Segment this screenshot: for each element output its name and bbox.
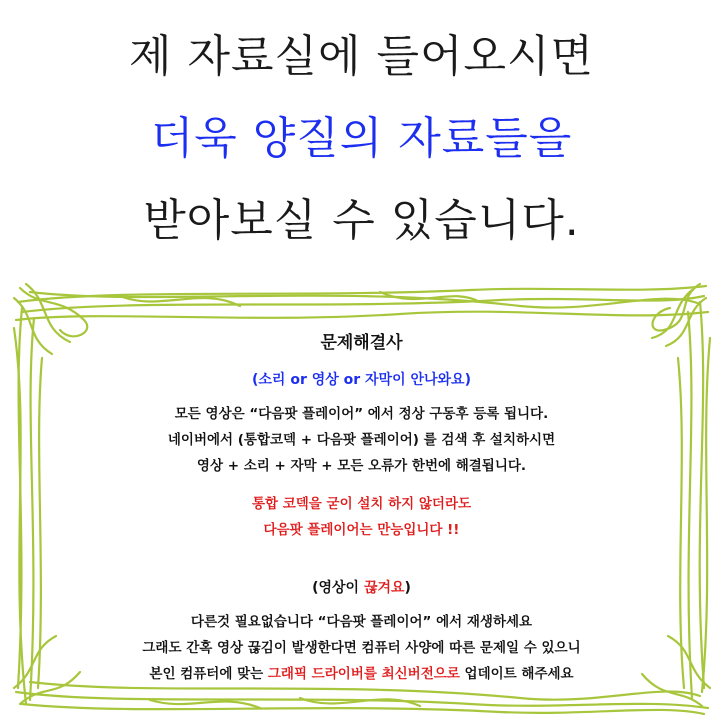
section2-last-part-1: 본인 컴퓨터에 맞는 bbox=[149, 666, 268, 682]
section1-subtitle: (소리 or 영상 or 자막이 안나와요) bbox=[252, 372, 471, 388]
headline-block bbox=[0, 16, 723, 262]
section2-last-part-2: 그래픽 드라이버를 최신버전으로 bbox=[267, 666, 460, 682]
section1-line-2: 네이버에서 (통합코덱 + 다음팟 플레이어) 를 검색 후 설치하시면 bbox=[167, 432, 556, 448]
section2-subtitle bbox=[60, 577, 663, 597]
section2-subtitle-highlight: 끊겨요 bbox=[363, 580, 405, 596]
section1-red-line-2: 다음팟 플레이어는 만능입니다 !! bbox=[263, 522, 460, 538]
spacer bbox=[60, 479, 663, 491]
section1-line-1: 모든 영상은 “다음팟 플레이어” 에서 정상 구동후 등록 됩니다. bbox=[174, 406, 549, 422]
note-content bbox=[60, 328, 663, 687]
section2-line-1: 다른것 필요없습니다 “다음팟 플레이어” 에서 재생하세요 bbox=[190, 614, 533, 630]
section2-last-part-3: 업데이트 해주세요 bbox=[459, 666, 574, 682]
section1-red-line-1: 통합 코덱을 굳이 설치 하지 않더라도 bbox=[251, 496, 472, 512]
headline-line-1: 제 자료실에 들어오시면 bbox=[128, 31, 594, 82]
sketched-frame-area bbox=[0, 268, 723, 720]
section2-subtitle-close: ) bbox=[404, 580, 411, 596]
section2-subtitle-open: (영상이 bbox=[312, 580, 364, 596]
headline-line-3: 받아보실 수 있습니다. bbox=[143, 195, 580, 246]
section1-line-3: 영상 + 소리 + 자막 + 모든 오류가 한번에 해결됩니다. bbox=[196, 458, 527, 474]
section2-line-2: 그래도 간혹 영상 끊김이 발생한다면 컴퓨터 사양에 따른 문제일 수 있으니 bbox=[142, 640, 581, 656]
spacer bbox=[60, 543, 663, 577]
section2-last-line bbox=[60, 661, 663, 687]
note-title: 문제해결사 bbox=[320, 333, 403, 353]
headline-line-2: 더욱 양질의 자료들을 bbox=[150, 113, 573, 164]
